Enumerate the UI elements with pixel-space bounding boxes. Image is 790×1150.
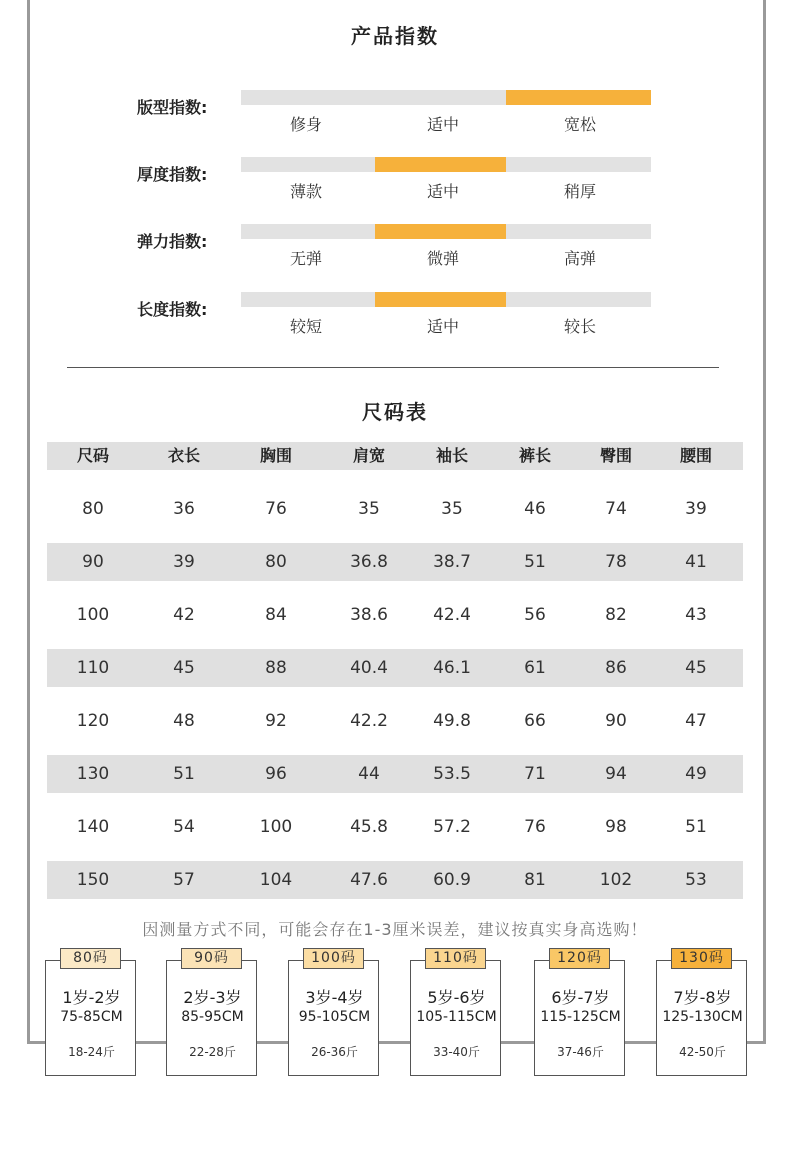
index-bar bbox=[241, 292, 651, 307]
table-cell: 49 bbox=[685, 764, 707, 784]
card-height-range: 115-125CM bbox=[540, 1009, 621, 1025]
card-weight-range: 18-24斤 bbox=[68, 1045, 115, 1059]
table-cell: 43 bbox=[685, 605, 707, 625]
table-cell: 36.8 bbox=[350, 552, 388, 572]
table-cell: 90 bbox=[605, 711, 627, 731]
table-cell: 80 bbox=[82, 499, 104, 519]
index-option: 宽松 bbox=[563, 115, 596, 134]
table-cell: 38.7 bbox=[433, 552, 471, 572]
table-cell: 46 bbox=[524, 499, 546, 519]
table-cell: 42 bbox=[173, 605, 195, 625]
table-cell: 46.1 bbox=[433, 658, 471, 678]
table-cell: 90 bbox=[82, 552, 104, 572]
size-badge: 80码 bbox=[60, 948, 121, 969]
size-badge: 90码 bbox=[181, 948, 242, 969]
table-cell: 94 bbox=[605, 764, 627, 784]
measurement-note: 因测量方式不同，可能会存在1-3厘米误差，建议按真实身高选购！ bbox=[142, 920, 648, 939]
table-row bbox=[47, 649, 743, 687]
card-height-range: 75-85CM bbox=[60, 1009, 123, 1025]
index-segment bbox=[506, 292, 651, 307]
size-card bbox=[45, 960, 136, 1076]
table-cell: 86 bbox=[605, 658, 627, 678]
table-cell: 35 bbox=[441, 499, 463, 519]
index-segment bbox=[375, 224, 506, 239]
table-cell: 150 bbox=[76, 870, 110, 890]
index-segment bbox=[241, 90, 372, 105]
table-cell: 120 bbox=[76, 711, 110, 731]
table-cell: 81 bbox=[524, 870, 546, 890]
index-segment bbox=[241, 157, 372, 172]
table-cell: 57 bbox=[173, 870, 195, 890]
index-option: 适中 bbox=[426, 115, 459, 134]
index-option: 微弹 bbox=[426, 249, 459, 268]
card-weight-range: 26-36斤 bbox=[311, 1045, 358, 1059]
table-row bbox=[47, 861, 743, 899]
table-cell: 53.5 bbox=[433, 764, 471, 784]
size-chart-header-row bbox=[47, 442, 743, 470]
index-label: 厚度指数: bbox=[137, 165, 208, 184]
table-row bbox=[47, 808, 743, 846]
card-age-range: 6岁-7岁 bbox=[551, 988, 610, 1007]
card-height-range: 85-95CM bbox=[181, 1009, 244, 1025]
index-option: 修身 bbox=[289, 115, 322, 134]
card-weight-range: 33-40斤 bbox=[433, 1045, 480, 1059]
column-header: 尺码 bbox=[76, 446, 109, 465]
table-cell: 36 bbox=[173, 499, 195, 519]
table-cell: 47 bbox=[685, 711, 707, 731]
index-bar bbox=[241, 157, 651, 172]
size-card bbox=[166, 960, 257, 1076]
index-bar bbox=[241, 90, 651, 105]
index-option: 较长 bbox=[563, 317, 596, 336]
table-cell: 140 bbox=[76, 817, 110, 837]
size-badge: 110码 bbox=[425, 948, 486, 969]
table-cell: 78 bbox=[605, 552, 627, 572]
table-cell: 45 bbox=[685, 658, 707, 678]
table-cell: 47.6 bbox=[350, 870, 388, 890]
column-header: 肩宽 bbox=[352, 446, 385, 465]
table-cell: 45 bbox=[173, 658, 195, 678]
table-cell: 102 bbox=[599, 870, 633, 890]
column-header: 袖长 bbox=[435, 446, 468, 465]
table-row bbox=[47, 755, 743, 793]
index-row-4 bbox=[0, 292, 790, 342]
table-cell: 104 bbox=[259, 870, 293, 890]
index-option: 适中 bbox=[426, 317, 459, 336]
index-option: 薄款 bbox=[289, 182, 322, 201]
size-badge: 130码 bbox=[671, 948, 732, 969]
table-cell: 82 bbox=[605, 605, 627, 625]
table-cell: 51 bbox=[173, 764, 195, 784]
index-segment bbox=[375, 90, 506, 105]
table-cell: 39 bbox=[685, 499, 707, 519]
card-age-range: 5岁-6岁 bbox=[427, 988, 486, 1007]
card-weight-range: 22-28斤 bbox=[189, 1045, 236, 1059]
table-cell: 40.4 bbox=[350, 658, 388, 678]
table-cell: 51 bbox=[524, 552, 546, 572]
index-option: 较短 bbox=[289, 317, 322, 336]
table-cell: 84 bbox=[265, 605, 287, 625]
card-height-range: 95-105CM bbox=[298, 1009, 371, 1025]
card-age-range: 7岁-8岁 bbox=[673, 988, 732, 1007]
size-badge: 100码 bbox=[303, 948, 364, 969]
card-age-range: 1岁-2岁 bbox=[62, 988, 121, 1007]
index-label: 弹力指数: bbox=[137, 232, 208, 251]
table-cell: 41 bbox=[685, 552, 707, 572]
card-age-range: 3岁-4岁 bbox=[305, 988, 364, 1007]
table-cell: 88 bbox=[265, 658, 287, 678]
index-option: 适中 bbox=[426, 182, 459, 201]
table-cell: 45.8 bbox=[350, 817, 388, 837]
size-card bbox=[656, 960, 747, 1076]
table-cell: 35 bbox=[358, 499, 380, 519]
index-segment bbox=[241, 224, 372, 239]
size-card bbox=[410, 960, 501, 1076]
table-cell: 57.2 bbox=[433, 817, 471, 837]
product-index-title: 产品指数 bbox=[351, 24, 439, 48]
index-option: 稍厚 bbox=[563, 182, 596, 201]
index-row-1 bbox=[0, 90, 790, 140]
column-header: 衣长 bbox=[167, 446, 200, 465]
index-segment bbox=[506, 90, 651, 105]
table-cell: 49.8 bbox=[433, 711, 471, 731]
table-cell: 92 bbox=[265, 711, 287, 731]
column-header: 腰围 bbox=[679, 446, 712, 465]
column-header: 裤长 bbox=[518, 446, 551, 465]
table-cell: 74 bbox=[605, 499, 627, 519]
column-header: 臀围 bbox=[599, 446, 632, 465]
size-badge: 120码 bbox=[549, 948, 610, 969]
table-row bbox=[47, 702, 743, 740]
table-cell: 98 bbox=[605, 817, 627, 837]
table-cell: 56 bbox=[524, 605, 546, 625]
card-weight-range: 37-46斤 bbox=[557, 1045, 604, 1059]
table-cell: 42.4 bbox=[433, 605, 471, 625]
table-cell: 53 bbox=[685, 870, 707, 890]
table-cell: 100 bbox=[259, 817, 293, 837]
column-header: 胸围 bbox=[259, 446, 292, 465]
table-cell: 51 bbox=[685, 817, 707, 837]
table-cell: 110 bbox=[76, 658, 110, 678]
table-cell: 76 bbox=[524, 817, 546, 837]
size-card bbox=[288, 960, 379, 1076]
card-height-range: 105-115CM bbox=[416, 1009, 497, 1025]
index-row-2 bbox=[0, 157, 790, 207]
table-cell: 48 bbox=[173, 711, 195, 731]
index-segment bbox=[241, 292, 372, 307]
card-weight-range: 42-50斤 bbox=[679, 1045, 726, 1059]
table-cell: 76 bbox=[265, 499, 287, 519]
table-cell: 130 bbox=[76, 764, 110, 784]
table-cell: 54 bbox=[173, 817, 195, 837]
index-bar bbox=[241, 224, 651, 239]
table-row bbox=[47, 543, 743, 581]
index-segment bbox=[506, 157, 651, 172]
index-row-3 bbox=[0, 224, 790, 274]
table-cell: 71 bbox=[524, 764, 546, 784]
table-cell: 44 bbox=[358, 764, 380, 784]
table-cell: 96 bbox=[265, 764, 287, 784]
index-option: 无弹 bbox=[289, 249, 322, 268]
table-cell: 100 bbox=[76, 605, 110, 625]
index-label: 长度指数: bbox=[137, 300, 208, 319]
size-chart-title: 尺码表 bbox=[362, 400, 428, 424]
index-segment bbox=[375, 157, 506, 172]
table-row bbox=[47, 596, 743, 634]
size-card bbox=[534, 960, 625, 1076]
table-cell: 61 bbox=[524, 658, 546, 678]
index-segment bbox=[506, 224, 651, 239]
table-cell: 80 bbox=[265, 552, 287, 572]
table-cell: 66 bbox=[524, 711, 546, 731]
table-cell: 60.9 bbox=[433, 870, 471, 890]
card-age-range: 2岁-3岁 bbox=[183, 988, 242, 1007]
table-cell: 38.6 bbox=[350, 605, 388, 625]
table-row bbox=[47, 490, 743, 528]
table-cell: 39 bbox=[173, 552, 195, 572]
index-option: 高弹 bbox=[563, 249, 596, 268]
section-divider bbox=[67, 367, 719, 368]
index-label: 版型指数: bbox=[137, 98, 208, 117]
table-cell: 42.2 bbox=[350, 711, 388, 731]
index-segment bbox=[375, 292, 506, 307]
card-height-range: 125-130CM bbox=[662, 1009, 743, 1025]
